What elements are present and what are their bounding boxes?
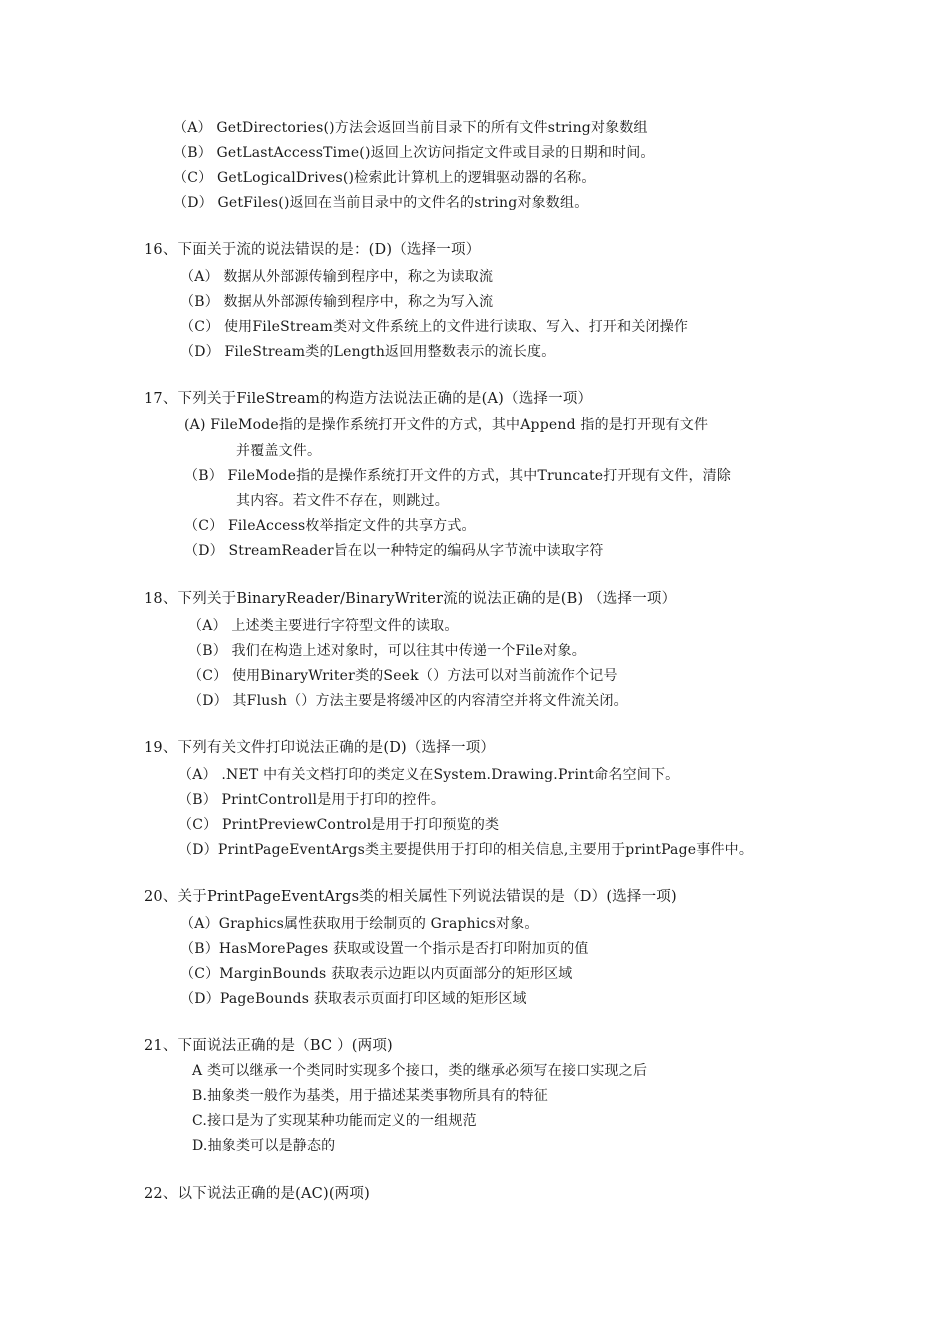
question-16-title: 16、下面关于流的说法错误的是：(D)（选择一项）: [144, 242, 481, 258]
question-22-title: 22、以下说法正确的是(AC)(两项): [144, 1186, 370, 1202]
q18-option-d: （D） 其Flush（）方法主要是将缓冲区的内容清空并将文件流关闭。: [188, 693, 628, 709]
q18-option-c: （C） 使用BinaryWriter类的Seek（）方法可以对当前流作个记号: [188, 668, 618, 684]
q16-option-c: （C） 使用FileStream类对文件系统上的文件进行读取、写入、打开和关闭操作: [180, 319, 689, 335]
q18-option-b: （B） 我们在构造上述对象时，可以往其中传递一个File对象。: [188, 643, 586, 659]
question-17-title: 17、下列关于FileStream的构造方法说法正确的是(A)（选择一项）: [144, 391, 593, 407]
q21-option-c: C.接口是为了实现某种功能而定义的一组规范: [192, 1113, 477, 1129]
question-19-title: 19、下列有关文件打印说法正确的是(D)（选择一项）: [144, 740, 496, 756]
option-a: （A） GetDirectories()方法会返回当前目录下的所有文件string对象数组: [173, 120, 648, 136]
q17-option-d: （D） StreamReader旨在以一种特定的编码从字节流中读取字符: [184, 543, 604, 559]
q21-option-d: D.抽象类可以是静态的: [192, 1138, 336, 1154]
q17-option-b-cont: 其内容。若文件不存在，则跳过。: [236, 493, 449, 509]
q21-option-a: A 类可以继承一个类同时实现多个接口，类的继承必须写在接口实现之后: [192, 1063, 648, 1079]
q16-option-a: （A） 数据从外部源传输到程序中，称之为读取流: [180, 269, 494, 285]
q18-option-a: （A） 上述类主要进行字符型文件的读取。: [188, 618, 459, 634]
q16-option-d: （D） FileStream类的Length返回用整数表示的流长度。: [180, 344, 556, 360]
q19-option-a: （A） .NET 中有关文档打印的类定义在System.Drawing.Print命名空间下。: [178, 767, 680, 783]
q19-option-b: （B） PrintControll是用于打印的控件。: [178, 792, 446, 808]
question-18-title: 18、下列关于BinaryReader/BinaryWriter流的说法正确的是(B) （选择一项）: [144, 591, 677, 607]
q20-option-a: （A）Graphics属性获取用于绘制页的 Graphics对象。: [180, 916, 539, 932]
option-b: （B） GetLastAccessTime()返回上次访问指定文件或目录的日期和时间。: [173, 145, 655, 161]
q20-option-d: （D）PageBounds 获取表示页面打印区域的矩形区域: [180, 991, 527, 1007]
q20-option-b: （B）HasMorePages 获取或设置一个指示是否打印附加页的值: [180, 941, 589, 957]
q16-option-b: （B） 数据从外部源传输到程序中，称之为写入流: [180, 294, 494, 310]
q17-option-a-cont: 并覆盖文件。: [236, 443, 322, 459]
option-d: （D） GetFiles()返回在当前目录中的文件名的string对象数组。: [173, 195, 589, 211]
q17-option-a: (A) FileMode指的是操作系统打开文件的方式，其中Append 指的是打开现有文件: [184, 417, 709, 433]
q17-option-c: （C） FileAccess枚举指定文件的共享方式。: [184, 518, 476, 534]
q17-option-b: （B） FileMode指的是操作系统打开文件的方式，其中Truncate打开现有文件，清除: [184, 468, 732, 484]
q21-option-b: B.抽象类一般作为基类，用于描述某类事物所具有的特征: [192, 1088, 548, 1104]
q19-option-c: （C） PrintPreviewControl是用于打印预览的类: [178, 817, 500, 833]
question-20-title: 20、关于PrintPageEventArgs类的相关属性下列说法错误的是（D）(选择一项): [144, 889, 677, 905]
q19-option-d: （D）PrintPageEventArgs类主要提供用于打印的相关信息,主要用于printPage事件中。: [178, 842, 754, 858]
question-21-title: 21、下面说法正确的是（BC ）(两项): [144, 1038, 393, 1054]
q20-option-c: （C）MarginBounds 获取表示边距以内页面部分的矩形区域: [180, 966, 573, 982]
option-c: （C） GetLogicalDrives()检索此计算机上的逻辑驱动器的名称。: [173, 170, 596, 186]
